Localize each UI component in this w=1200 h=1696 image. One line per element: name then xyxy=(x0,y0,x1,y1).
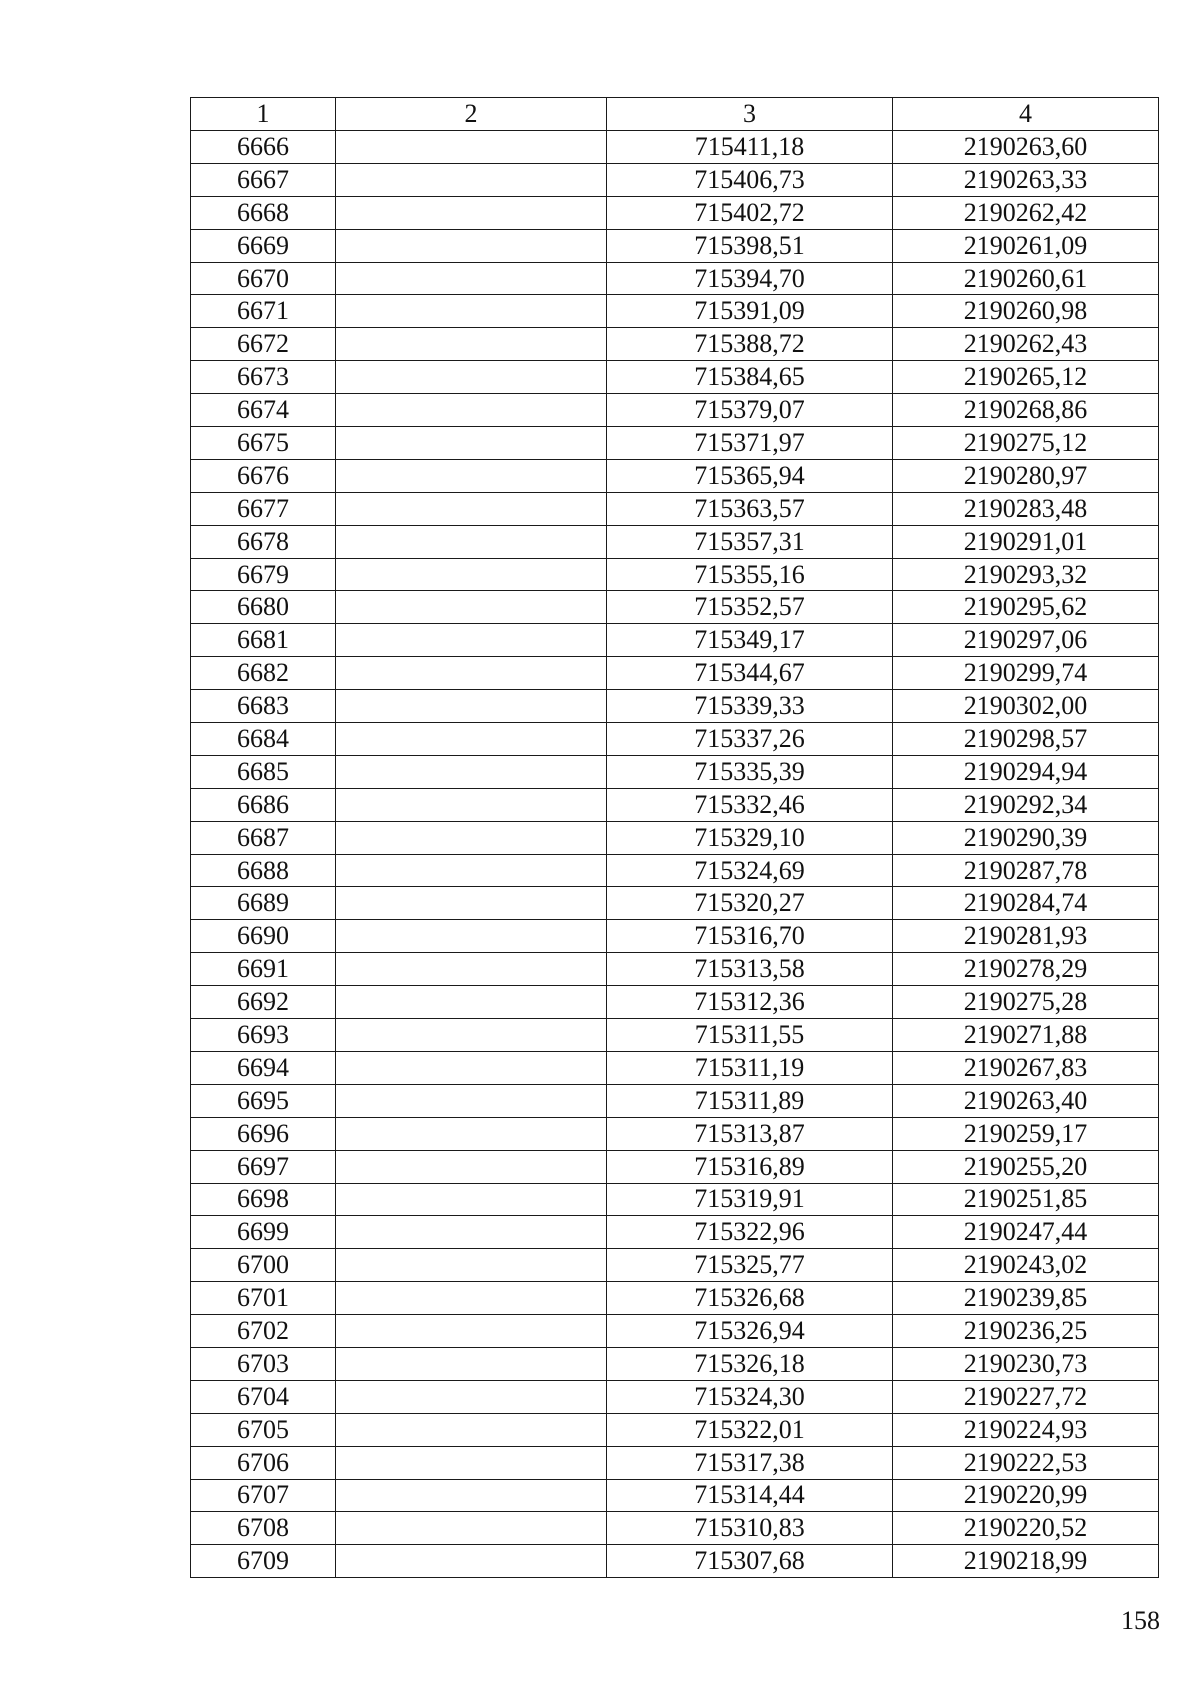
y-coordinate-cell: 2190262,43 xyxy=(893,328,1159,361)
x-coordinate-cell: 715326,18 xyxy=(607,1347,893,1380)
coordinate-table xyxy=(190,97,1159,1578)
point-number-cell: 6704 xyxy=(191,1380,336,1413)
y-coordinate-cell: 2190292,34 xyxy=(893,788,1159,821)
point-number-cell: 6702 xyxy=(191,1315,336,1348)
x-coordinate-cell: 715388,72 xyxy=(607,328,893,361)
description-cell xyxy=(336,196,607,229)
y-coordinate-cell: 2190261,09 xyxy=(893,229,1159,262)
column-header-3: 3 xyxy=(607,98,893,131)
x-coordinate-cell: 715411,18 xyxy=(607,131,893,164)
table-row xyxy=(191,854,1159,887)
point-number-cell: 6667 xyxy=(191,163,336,196)
y-coordinate-cell: 2190236,25 xyxy=(893,1315,1159,1348)
y-coordinate-cell: 2190287,78 xyxy=(893,854,1159,887)
description-cell xyxy=(336,459,607,492)
description-cell xyxy=(336,558,607,591)
table-row xyxy=(191,558,1159,591)
description-cell xyxy=(336,427,607,460)
x-coordinate-cell: 715402,72 xyxy=(607,196,893,229)
point-number-cell: 6686 xyxy=(191,788,336,821)
point-number-cell: 6669 xyxy=(191,229,336,262)
table-row xyxy=(191,1282,1159,1315)
x-coordinate-cell: 715313,58 xyxy=(607,953,893,986)
point-number-cell: 6706 xyxy=(191,1446,336,1479)
column-header-1: 1 xyxy=(191,98,336,131)
point-number-cell: 6679 xyxy=(191,558,336,591)
table-row xyxy=(191,723,1159,756)
x-coordinate-cell: 715310,83 xyxy=(607,1512,893,1545)
description-cell xyxy=(336,953,607,986)
y-coordinate-cell: 2190302,00 xyxy=(893,690,1159,723)
x-coordinate-cell: 715357,31 xyxy=(607,525,893,558)
description-cell xyxy=(336,394,607,427)
description-cell xyxy=(336,295,607,328)
table-row xyxy=(191,295,1159,328)
table-row xyxy=(191,624,1159,657)
table-row xyxy=(191,887,1159,920)
y-coordinate-cell: 2190262,42 xyxy=(893,196,1159,229)
table-row xyxy=(191,986,1159,1019)
y-coordinate-cell: 2190224,93 xyxy=(893,1413,1159,1446)
point-number-cell: 6682 xyxy=(191,657,336,690)
table-row xyxy=(191,1446,1159,1479)
description-cell xyxy=(336,163,607,196)
point-number-cell: 6671 xyxy=(191,295,336,328)
x-coordinate-cell: 715314,44 xyxy=(607,1479,893,1512)
point-number-cell: 6685 xyxy=(191,755,336,788)
y-coordinate-cell: 2190218,99 xyxy=(893,1545,1159,1578)
table-row xyxy=(191,1545,1159,1578)
table-row xyxy=(191,788,1159,821)
description-cell xyxy=(336,361,607,394)
point-number-cell: 6680 xyxy=(191,591,336,624)
description-cell xyxy=(336,1150,607,1183)
table-row xyxy=(191,361,1159,394)
y-coordinate-cell: 2190263,40 xyxy=(893,1084,1159,1117)
description-cell xyxy=(336,1347,607,1380)
description-cell xyxy=(336,1117,607,1150)
point-number-cell: 6673 xyxy=(191,361,336,394)
description-cell xyxy=(336,1380,607,1413)
table-row xyxy=(191,1019,1159,1052)
x-coordinate-cell: 715311,89 xyxy=(607,1084,893,1117)
y-coordinate-cell: 2190281,93 xyxy=(893,920,1159,953)
x-coordinate-cell: 715335,39 xyxy=(607,755,893,788)
point-number-cell: 6695 xyxy=(191,1084,336,1117)
x-coordinate-cell: 715394,70 xyxy=(607,262,893,295)
y-coordinate-cell: 2190298,57 xyxy=(893,723,1159,756)
description-cell xyxy=(336,657,607,690)
x-coordinate-cell: 715325,77 xyxy=(607,1249,893,1282)
y-coordinate-cell: 2190230,73 xyxy=(893,1347,1159,1380)
x-coordinate-cell: 715384,65 xyxy=(607,361,893,394)
y-coordinate-cell: 2190268,86 xyxy=(893,394,1159,427)
table-row xyxy=(191,163,1159,196)
y-coordinate-cell: 2190265,12 xyxy=(893,361,1159,394)
x-coordinate-cell: 715379,07 xyxy=(607,394,893,427)
table-row xyxy=(191,1512,1159,1545)
y-coordinate-cell: 2190275,28 xyxy=(893,986,1159,1019)
point-number-cell: 6697 xyxy=(191,1150,336,1183)
table-row xyxy=(191,591,1159,624)
y-coordinate-cell: 2190290,39 xyxy=(893,821,1159,854)
table-row xyxy=(191,1347,1159,1380)
table-row xyxy=(191,1051,1159,1084)
point-number-cell: 6694 xyxy=(191,1051,336,1084)
point-number-cell: 6691 xyxy=(191,953,336,986)
x-coordinate-cell: 715307,68 xyxy=(607,1545,893,1578)
y-coordinate-cell: 2190284,74 xyxy=(893,887,1159,920)
description-cell xyxy=(336,1512,607,1545)
y-coordinate-cell: 2190239,85 xyxy=(893,1282,1159,1315)
x-coordinate-cell: 715320,27 xyxy=(607,887,893,920)
point-number-cell: 6705 xyxy=(191,1413,336,1446)
x-coordinate-cell: 715317,38 xyxy=(607,1446,893,1479)
y-coordinate-cell: 2190271,88 xyxy=(893,1019,1159,1052)
description-cell xyxy=(336,131,607,164)
y-coordinate-cell: 2190255,20 xyxy=(893,1150,1159,1183)
point-number-cell: 6672 xyxy=(191,328,336,361)
table-row xyxy=(191,525,1159,558)
x-coordinate-cell: 715337,26 xyxy=(607,723,893,756)
y-coordinate-cell: 2190275,12 xyxy=(893,427,1159,460)
x-coordinate-cell: 715316,89 xyxy=(607,1150,893,1183)
table-row xyxy=(191,1413,1159,1446)
y-coordinate-cell: 2190280,97 xyxy=(893,459,1159,492)
description-cell xyxy=(336,1315,607,1348)
y-coordinate-cell: 2190220,52 xyxy=(893,1512,1159,1545)
table-row xyxy=(191,755,1159,788)
table-row xyxy=(191,1216,1159,1249)
y-coordinate-cell: 2190247,44 xyxy=(893,1216,1159,1249)
description-cell xyxy=(336,854,607,887)
x-coordinate-cell: 715316,70 xyxy=(607,920,893,953)
table-row xyxy=(191,196,1159,229)
table-row xyxy=(191,328,1159,361)
y-coordinate-cell: 2190267,83 xyxy=(893,1051,1159,1084)
table-row xyxy=(191,1380,1159,1413)
table-row xyxy=(191,1117,1159,1150)
point-number-cell: 6709 xyxy=(191,1545,336,1578)
y-coordinate-cell: 2190295,62 xyxy=(893,591,1159,624)
description-cell xyxy=(336,492,607,525)
y-coordinate-cell: 2190220,99 xyxy=(893,1479,1159,1512)
description-cell xyxy=(336,1446,607,1479)
table-row xyxy=(191,920,1159,953)
table-row xyxy=(191,1150,1159,1183)
x-coordinate-cell: 715339,33 xyxy=(607,690,893,723)
table-header-row xyxy=(191,98,1159,131)
x-coordinate-cell: 715322,96 xyxy=(607,1216,893,1249)
x-coordinate-cell: 715365,94 xyxy=(607,459,893,492)
x-coordinate-cell: 715326,94 xyxy=(607,1315,893,1348)
point-number-cell: 6692 xyxy=(191,986,336,1019)
y-coordinate-cell: 2190259,17 xyxy=(893,1117,1159,1150)
point-number-cell: 6698 xyxy=(191,1183,336,1216)
table-row xyxy=(191,690,1159,723)
point-number-cell: 6676 xyxy=(191,459,336,492)
x-coordinate-cell: 715355,16 xyxy=(607,558,893,591)
table-row xyxy=(191,1249,1159,1282)
point-number-cell: 6701 xyxy=(191,1282,336,1315)
point-number-cell: 6690 xyxy=(191,920,336,953)
y-coordinate-cell: 2190263,60 xyxy=(893,131,1159,164)
description-cell xyxy=(336,328,607,361)
description-cell xyxy=(336,1216,607,1249)
description-cell xyxy=(336,1019,607,1052)
y-coordinate-cell: 2190227,72 xyxy=(893,1380,1159,1413)
point-number-cell: 6681 xyxy=(191,624,336,657)
y-coordinate-cell: 2190291,01 xyxy=(893,525,1159,558)
description-cell xyxy=(336,755,607,788)
description-cell xyxy=(336,1249,607,1282)
description-cell xyxy=(336,262,607,295)
page-number: 158 xyxy=(1121,1606,1160,1635)
x-coordinate-cell: 715324,69 xyxy=(607,854,893,887)
point-number-cell: 6707 xyxy=(191,1479,336,1512)
point-number-cell: 6703 xyxy=(191,1347,336,1380)
point-number-cell: 6696 xyxy=(191,1117,336,1150)
point-number-cell: 6683 xyxy=(191,690,336,723)
x-coordinate-cell: 715311,19 xyxy=(607,1051,893,1084)
x-coordinate-cell: 715406,73 xyxy=(607,163,893,196)
description-cell xyxy=(336,1413,607,1446)
x-coordinate-cell: 715326,68 xyxy=(607,1282,893,1315)
y-coordinate-cell: 2190294,94 xyxy=(893,755,1159,788)
x-coordinate-cell: 715332,46 xyxy=(607,788,893,821)
point-number-cell: 6666 xyxy=(191,131,336,164)
table-row xyxy=(191,131,1159,164)
y-coordinate-cell: 2190260,98 xyxy=(893,295,1159,328)
point-number-cell: 6688 xyxy=(191,854,336,887)
description-cell xyxy=(336,723,607,756)
description-cell xyxy=(336,591,607,624)
x-coordinate-cell: 715322,01 xyxy=(607,1413,893,1446)
description-cell xyxy=(336,624,607,657)
x-coordinate-cell: 715371,97 xyxy=(607,427,893,460)
table-row xyxy=(191,262,1159,295)
point-number-cell: 6684 xyxy=(191,723,336,756)
point-number-cell: 6689 xyxy=(191,887,336,920)
y-coordinate-cell: 2190278,29 xyxy=(893,953,1159,986)
table-row xyxy=(191,1315,1159,1348)
description-cell xyxy=(336,821,607,854)
table-row xyxy=(191,459,1159,492)
column-header-2: 2 xyxy=(336,98,607,131)
table-row xyxy=(191,821,1159,854)
point-number-cell: 6668 xyxy=(191,196,336,229)
description-cell xyxy=(336,1545,607,1578)
point-number-cell: 6708 xyxy=(191,1512,336,1545)
x-coordinate-cell: 715312,36 xyxy=(607,986,893,1019)
table-row xyxy=(191,1183,1159,1216)
table-row xyxy=(191,1084,1159,1117)
y-coordinate-cell: 2190243,02 xyxy=(893,1249,1159,1282)
table-row xyxy=(191,427,1159,460)
y-coordinate-cell: 2190260,61 xyxy=(893,262,1159,295)
table-row xyxy=(191,394,1159,427)
point-number-cell: 6693 xyxy=(191,1019,336,1052)
description-cell xyxy=(336,986,607,1019)
description-cell xyxy=(336,1051,607,1084)
point-number-cell: 6674 xyxy=(191,394,336,427)
table-row xyxy=(191,229,1159,262)
point-number-cell: 6670 xyxy=(191,262,336,295)
point-number-cell: 6699 xyxy=(191,1216,336,1249)
point-number-cell: 6677 xyxy=(191,492,336,525)
y-coordinate-cell: 2190297,06 xyxy=(893,624,1159,657)
description-cell xyxy=(336,525,607,558)
x-coordinate-cell: 715319,91 xyxy=(607,1183,893,1216)
description-cell xyxy=(336,887,607,920)
x-coordinate-cell: 715329,10 xyxy=(607,821,893,854)
column-header-4: 4 xyxy=(893,98,1159,131)
point-number-cell: 6678 xyxy=(191,525,336,558)
description-cell xyxy=(336,1183,607,1216)
description-cell xyxy=(336,1479,607,1512)
x-coordinate-cell: 715349,17 xyxy=(607,624,893,657)
x-coordinate-cell: 715398,51 xyxy=(607,229,893,262)
x-coordinate-cell: 715363,57 xyxy=(607,492,893,525)
description-cell xyxy=(336,788,607,821)
description-cell xyxy=(336,920,607,953)
point-number-cell: 6687 xyxy=(191,821,336,854)
table-row xyxy=(191,657,1159,690)
table-row xyxy=(191,953,1159,986)
y-coordinate-cell: 2190222,53 xyxy=(893,1446,1159,1479)
x-coordinate-cell: 715324,30 xyxy=(607,1380,893,1413)
table-body xyxy=(191,131,1159,1578)
description-cell xyxy=(336,1282,607,1315)
x-coordinate-cell: 715391,09 xyxy=(607,295,893,328)
description-cell xyxy=(336,1084,607,1117)
y-coordinate-cell: 2190293,32 xyxy=(893,558,1159,591)
x-coordinate-cell: 715344,67 xyxy=(607,657,893,690)
x-coordinate-cell: 715313,87 xyxy=(607,1117,893,1150)
x-coordinate-cell: 715352,57 xyxy=(607,591,893,624)
y-coordinate-cell: 2190283,48 xyxy=(893,492,1159,525)
table-row xyxy=(191,492,1159,525)
y-coordinate-cell: 2190251,85 xyxy=(893,1183,1159,1216)
y-coordinate-cell: 2190299,74 xyxy=(893,657,1159,690)
x-coordinate-cell: 715311,55 xyxy=(607,1019,893,1052)
description-cell xyxy=(336,229,607,262)
point-number-cell: 6675 xyxy=(191,427,336,460)
description-cell xyxy=(336,690,607,723)
table-row xyxy=(191,1479,1159,1512)
point-number-cell: 6700 xyxy=(191,1249,336,1282)
y-coordinate-cell: 2190263,33 xyxy=(893,163,1159,196)
